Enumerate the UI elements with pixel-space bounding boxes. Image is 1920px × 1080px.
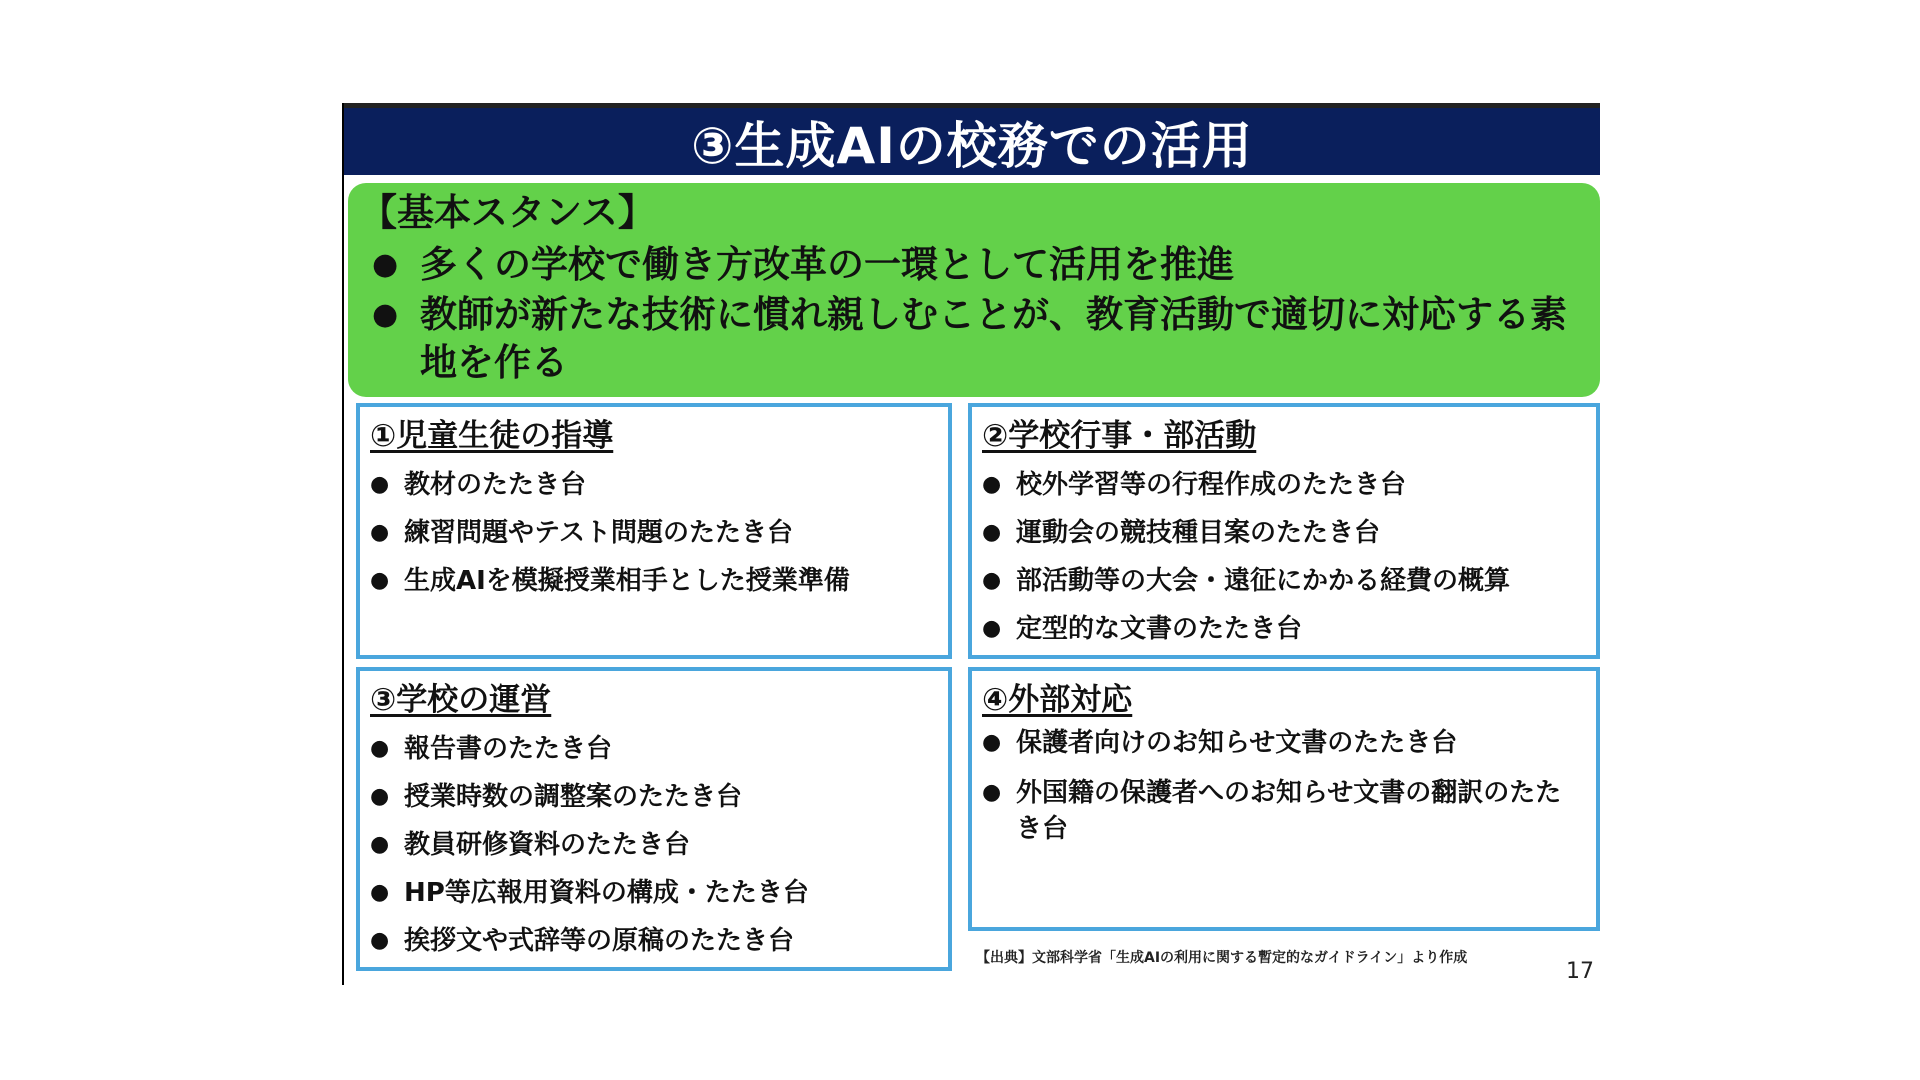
list-item-text: 練習問題やテスト問題のたたき台 [404, 518, 793, 548]
list-item-text: 定型的な文書のたたき台 [1016, 614, 1303, 644]
list-item-text: 教員研修資料のたたき台 [404, 830, 691, 860]
page-number: 17 [1566, 959, 1594, 984]
panel-student-guidance [356, 403, 952, 659]
list-item-text: 生成AIを模擬授業相手とした授業準備 [404, 566, 850, 596]
list-item-text: 教材のたたき台 [404, 470, 587, 500]
bullet-icon: ● [372, 247, 399, 282]
list-item [360, 239, 1588, 291]
bullet-icon: ● [370, 880, 390, 905]
bullet-icon: ● [370, 832, 390, 857]
panel-school-events [968, 403, 1600, 659]
list-item-text: 授業時数の調整案のたたき台 [404, 782, 743, 812]
list-item [370, 509, 938, 557]
bullet-icon: ● [370, 520, 390, 545]
bullet-icon: ● [982, 520, 1002, 545]
panel-heading: ②学校行事・部活動 [982, 418, 1257, 454]
stance-point-text: 多くの学校で働き方改革の一環として活用を推進 [420, 243, 1234, 286]
list-item [982, 775, 1586, 847]
bullet-icon: ● [372, 297, 399, 332]
panel-list [982, 725, 1586, 847]
list-item [982, 557, 1586, 605]
list-item [370, 869, 938, 917]
panel-heading: ①児童生徒の指導 [370, 418, 614, 454]
list-item [370, 461, 938, 509]
list-item-text: 外国籍の保護者へのお知らせ文書の翻訳のたたき台 [1016, 778, 1562, 844]
list-item-text: 挨拶文や式辞等の原稿のたたき台 [404, 926, 795, 956]
basic-stance-list [360, 239, 1588, 387]
list-item-text: 校外学習等の行程作成のたたき台 [1016, 470, 1407, 500]
bullet-icon: ● [370, 928, 390, 953]
slide [342, 103, 1600, 985]
list-item [370, 557, 938, 605]
bullet-icon: ● [982, 780, 1002, 805]
list-item [982, 605, 1586, 653]
title-bar [344, 103, 1600, 175]
panel-heading: ③学校の運営 [370, 682, 552, 718]
panel-list [370, 725, 938, 965]
bullet-icon: ● [370, 784, 390, 809]
basic-stance-box [348, 183, 1600, 397]
basic-stance-heading: 【基本スタンス】 [360, 191, 655, 234]
list-item-text: HP等広報用資料の構成・たたき台 [404, 878, 809, 908]
list-item [360, 291, 1588, 387]
slide-title: ③生成AIの校務での活用 [691, 116, 1253, 175]
panel-school-management [356, 667, 952, 971]
list-item-text: 保護者向けのお知らせ文書のたたき台 [1016, 728, 1458, 758]
bullet-icon: ● [370, 568, 390, 593]
bullet-icon: ● [370, 736, 390, 761]
bullet-icon: ● [982, 472, 1002, 497]
panel-external-relations [968, 667, 1600, 931]
stance-point-text: 教師が新たな技術に慣れ親しむことが、教育活動で適切に対応する素地を作る [420, 293, 1567, 384]
bullet-icon: ● [982, 730, 1002, 755]
list-item [982, 725, 1586, 761]
panel-heading: ④外部対応 [982, 682, 1133, 718]
bullet-icon: ● [370, 472, 390, 497]
panel-list [982, 461, 1586, 653]
list-item [982, 461, 1586, 509]
list-item [370, 773, 938, 821]
list-item-text: 報告書のたたき台 [404, 734, 613, 764]
list-item-text: 部活動等の大会・遠征にかかる経費の概算 [1016, 566, 1511, 596]
list-item-text: 運動会の競技種目案のたたき台 [1016, 518, 1381, 548]
panel-list [370, 461, 938, 605]
list-item [370, 725, 938, 773]
list-item [370, 917, 938, 965]
bullet-icon: ● [982, 568, 1002, 593]
list-item [982, 509, 1586, 557]
bullet-icon: ● [982, 616, 1002, 641]
source-citation: 【出典】文部科学省「生成AIの利用に関する暫定的なガイドライン」より作成 [976, 950, 1468, 966]
list-item [370, 821, 938, 869]
